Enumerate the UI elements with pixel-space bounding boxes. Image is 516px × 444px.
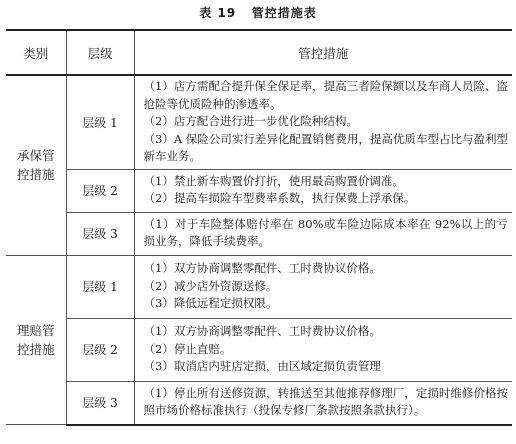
table-row: [6, 169, 512, 212]
table-row: [6, 75, 512, 169]
header-category: 类别: [6, 30, 66, 75]
measure-item: （3）A 保险公司实行差异化配置销售费用，提高优质车型占比与盈利型新车业务。: [143, 131, 508, 164]
measure-item: （2）减少店外资源送修。: [143, 278, 278, 293]
measures-cell: [134, 212, 512, 255]
measures-cell: [134, 75, 512, 169]
category-cell-underwriting: 承保管控措施: [6, 75, 66, 255]
measure-item: （1）停止所有送修资源，转推送至其他推荐修理厂，定损时维修价格按照市场价格标准执行（投保专修厂条款按照条款执行）。: [143, 385, 508, 418]
measures-cell: [134, 169, 512, 212]
level-cell: 层级 3: [66, 381, 134, 425]
header-measures: 管控措施: [134, 30, 512, 75]
level-cell: 层级 2: [66, 169, 134, 212]
header-level: 层级: [66, 30, 134, 75]
measure-item: （2）停止直赔。: [143, 341, 232, 356]
level-cell: 层级 2: [66, 318, 134, 381]
level-cell: 层级 3: [66, 212, 134, 255]
table-row: [6, 212, 512, 255]
table-row: [6, 255, 512, 318]
level-cell: 层级 1: [66, 255, 134, 318]
table-title: 表 19 管控措施表: [199, 6, 317, 20]
measure-item: （1）双方协商调整零配件、工时费协议价格。: [143, 324, 381, 339]
category-cell-claims: 理赔管控措施: [6, 255, 66, 425]
measure-item: （2）提高车损险车型费率系数，执行保费上浮承保。: [143, 191, 416, 206]
measures-cell: [134, 318, 512, 381]
control-measures-table: [6, 29, 512, 426]
measure-item: （1）禁止新车购置价打折，使用最高购置价调准。: [143, 173, 404, 188]
table-row: [6, 381, 512, 425]
level-cell: 层级 1: [66, 75, 134, 169]
measure-item: （1）对于车险整体赔付率在 80%或车险边际成本率在 92%以上的亏损业务，降低手续费率。: [143, 216, 508, 249]
measures-cell: [134, 381, 512, 425]
measure-item: （1）店方需配合提升保全保足率，提高三者险保额以及车商人员险、盗抢险等优质险种的渗透率。: [143, 79, 508, 111]
header-row: [6, 30, 512, 75]
measure-item: （1）双方协商调整零配件、工时费协议价格。: [143, 261, 381, 276]
measure-item: （3）取消店内驻店定损，由区域定损负责管理: [143, 359, 381, 374]
table-row: [6, 318, 512, 381]
measure-item: （3）降低远程定损权限。: [143, 296, 278, 311]
measure-item: （2）店方配合进行进一步优化险种结构。: [143, 114, 358, 129]
measures-cell: [134, 255, 512, 318]
